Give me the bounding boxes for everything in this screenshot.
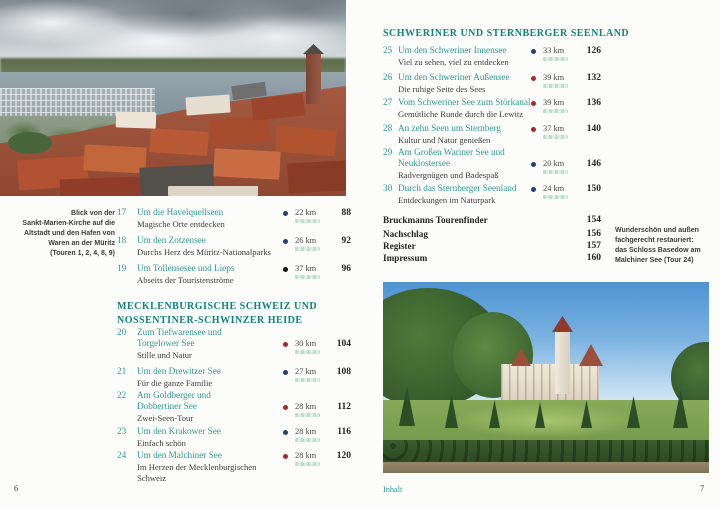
castle-tower	[555, 330, 570, 394]
tour-subtitle: Die ruhige Seite des Sees	[398, 83, 486, 94]
toc-entry-tour-28[interactable]	[383, 123, 601, 145]
photo-waren-harbor	[0, 0, 346, 196]
garden-path	[383, 462, 709, 473]
page-number-right: 7	[700, 484, 705, 493]
difficulty-dot	[531, 162, 536, 167]
tour-subtitle: Magische Orte entdecken	[137, 218, 225, 229]
tour-distance: 26 km	[295, 236, 317, 245]
tour-page-number: 140	[586, 124, 601, 134]
tour-title: An zehn Seen um Sternberg	[398, 123, 501, 133]
tour-subtitle: Einfach schön	[137, 437, 186, 448]
tour-title: Um den Zotzensee	[137, 235, 206, 245]
tour-title: Um den Schweriner Innensee	[398, 45, 507, 55]
elevation-profile-bar	[295, 219, 320, 223]
tour-distance: 20 km	[543, 159, 565, 168]
tour-title: Um den Drewitzer See	[137, 366, 221, 376]
elevation-profile-bar	[295, 378, 320, 382]
section-heading-mecklenburgische-schweiz: MECKLENBURGISCHE SCHWEIZ UND NOSSENTINER-SCHWINZER HEIDE	[117, 301, 318, 326]
tour-title: Zum Tiefwarensee und	[137, 327, 222, 337]
difficulty-dot	[531, 187, 536, 192]
elevation-profile-bar	[543, 135, 568, 139]
caption-line: Blick von der	[71, 210, 115, 217]
elevation-profile-bar	[543, 84, 568, 88]
tour-number: 21	[117, 366, 127, 376]
difficulty-dot	[531, 76, 536, 81]
difficulty-dot	[283, 239, 288, 244]
tour-number: 30	[383, 183, 393, 193]
tour-subtitle: Im Herzen der Mecklenburgischen	[137, 461, 257, 472]
difficulty-dot	[531, 49, 536, 54]
tour-title: Um den Schweriner Außensee	[398, 72, 510, 82]
toc-entry-tour-23[interactable]	[117, 426, 351, 448]
difficulty-dot	[531, 127, 536, 132]
difficulty-dot	[283, 405, 288, 410]
backmatter-page-number: 160	[586, 253, 601, 263]
tour-subtitle: Schweiz	[137, 472, 167, 483]
caption-line: Wunderschön und außen	[615, 227, 699, 234]
toc-entry-tour-30[interactable]	[383, 183, 601, 205]
difficulty-dot	[283, 211, 288, 216]
tour-number: 22	[117, 390, 127, 400]
difficulty-dot	[283, 267, 288, 272]
tour-page-number: 136	[586, 98, 601, 108]
tour-page-number: 96	[341, 264, 351, 274]
tour-distance: 22 km	[295, 208, 317, 217]
tour-distance: 28 km	[295, 451, 317, 460]
tour-number: 18	[117, 235, 127, 245]
tour-page-number: 108	[336, 367, 351, 377]
church-tower	[306, 52, 321, 104]
tour-title: Um die Havelquellseen	[137, 207, 224, 217]
backmatter-page-number: 156	[586, 229, 601, 239]
tour-distance: 37 km	[295, 264, 317, 273]
toc-entry-tour-26[interactable]	[383, 72, 601, 94]
tour-page-number: 150	[586, 184, 601, 194]
tour-subtitle: Durchs Herz des Müritz-Nationalparks	[137, 246, 271, 257]
caption-line: Malchiner See (Tour 24)	[615, 257, 694, 264]
tour-subtitle: Kultur und Natur genießen	[398, 134, 491, 145]
toc-entry-tour-19[interactable]	[117, 263, 351, 285]
difficulty-dot	[283, 370, 288, 375]
tree-clump	[8, 132, 52, 154]
tour-distance: 37 km	[543, 124, 565, 133]
tour-title: Am Goldberger und	[137, 390, 211, 400]
tour-number: 23	[117, 426, 127, 436]
page-number-left: 6	[14, 484, 19, 493]
toc-entry-tour-21[interactable]	[117, 366, 351, 388]
tour-title: Neuklostersee	[398, 158, 451, 168]
toc-entry-tour-27[interactable]	[383, 97, 601, 119]
elevation-profile-bar	[295, 413, 320, 417]
tour-number: 28	[383, 123, 393, 133]
foreground-hedge	[383, 440, 709, 464]
caption-line: Waren an der Müritz	[48, 240, 115, 247]
tour-number: 20	[117, 327, 127, 337]
tour-title: Vom Schweriner See zum Störkanal	[398, 97, 531, 107]
tour-subtitle: Stille und Natur	[137, 349, 192, 360]
elevation-profile-bar	[543, 170, 568, 174]
tour-title: Um Tollensesee und Lieps	[137, 263, 235, 273]
elevation-profile-bar	[295, 247, 320, 251]
footer-inhalt-label[interactable]: Inhalt	[383, 485, 403, 494]
toc-entry-tour-18[interactable]	[117, 235, 351, 257]
tour-page-number: 120	[336, 451, 351, 461]
tour-subtitle: Für die ganze Familie	[137, 377, 213, 388]
tour-page-number: 126	[586, 46, 601, 56]
elevation-profile-bar	[543, 195, 568, 199]
backmatter-tourenfinder[interactable]: Bruckmanns Tourenfinder 154	[383, 215, 601, 225]
tour-distance: 39 km	[543, 98, 565, 107]
tour-distance: 24 km	[543, 184, 565, 193]
tour-page-number: 116	[337, 427, 351, 437]
tour-title: Durch das Sternberger Seenland	[398, 183, 517, 193]
tour-title: Um den Malchiner See	[137, 450, 222, 460]
backmatter-page-number: 157	[586, 241, 601, 251]
difficulty-dot	[531, 101, 536, 106]
tour-distance: 33 km	[543, 46, 565, 55]
tour-number: 19	[117, 263, 127, 273]
tour-title: Dobbertiner See	[137, 401, 197, 411]
tour-subtitle: Gemütliche Runde durch die Lewitz	[398, 108, 524, 119]
tour-title: Am Großen Wariner See und	[398, 147, 505, 157]
difficulty-dot	[283, 342, 288, 347]
tour-page-number: 146	[586, 159, 601, 169]
tour-subtitle: Abseits der Touristenströme	[137, 274, 234, 285]
caption-line: Sankt-Marien-Kirche auf die	[22, 220, 115, 227]
tour-page-number: 112	[337, 402, 351, 412]
tour-subtitle: Entdeckungen im Naturpark	[398, 194, 496, 205]
tour-title: Torgelower See	[137, 338, 195, 348]
difficulty-dot	[283, 430, 288, 435]
tour-number: 29	[383, 147, 393, 157]
caption-line: (Touren 1, 2, 4, 8, 9)	[50, 250, 115, 257]
section-heading-schweriner-seenland: SCHWERINER UND STERNBERGER SEENLAND	[383, 28, 630, 39]
tour-number: 27	[383, 97, 393, 107]
elevation-profile-bar	[295, 462, 320, 466]
caption-line: das Schloss Basedow am	[615, 247, 701, 254]
left-photo-caption	[8, 209, 115, 259]
tour-title: Um den Krakower See	[137, 426, 221, 436]
tour-distance: 30 km	[295, 339, 317, 348]
tour-page-number: 104	[336, 339, 351, 349]
tour-page-number: 88	[341, 208, 351, 218]
elevation-profile-bar	[295, 350, 320, 354]
tour-number: 26	[383, 72, 393, 82]
difficulty-dot	[283, 454, 288, 459]
tour-page-number: 92	[341, 236, 351, 246]
elevation-profile-bar	[543, 57, 568, 61]
tour-subtitle: Viel zu sehen, viel zu entdecken	[398, 56, 509, 67]
backmatter-page-number: 154	[586, 215, 601, 225]
backmatter-nachschlag[interactable]: Nachschlag 156	[383, 229, 601, 239]
castle-facade	[501, 364, 599, 400]
toc-entry-tour-24[interactable]	[117, 450, 351, 483]
caption-line: Altstadt und den Hafen von	[24, 230, 115, 237]
caption-line: fachgerecht restauriert:	[615, 237, 694, 244]
elevation-profile-bar	[543, 109, 568, 113]
backmatter-impressum[interactable]: Impressum 160	[383, 253, 601, 263]
tour-distance: 39 km	[543, 73, 565, 82]
tour-distance: 28 km	[295, 427, 317, 436]
toc-entry-tour-29[interactable]	[383, 147, 601, 180]
tour-distance: 28 km	[295, 402, 317, 411]
tour-number: 25	[383, 45, 393, 55]
tour-number: 24	[117, 450, 127, 460]
tour-distance: 27 km	[295, 367, 317, 376]
tour-number: 17	[117, 207, 127, 217]
elevation-profile-bar	[295, 438, 320, 442]
photo-schloss-basedow	[383, 282, 709, 473]
backmatter-register[interactable]: Register 157	[383, 241, 601, 251]
toc-entry-tour-22[interactable]	[117, 390, 351, 423]
tour-subtitle: Radvergnügen und Badespaß	[398, 169, 499, 180]
right-photo-caption	[615, 226, 715, 266]
elevation-profile-bar	[295, 275, 320, 279]
toc-entry-tour-20[interactable]	[117, 327, 351, 360]
toc-entry-tour-17[interactable]	[117, 207, 351, 229]
tour-page-number: 132	[586, 73, 601, 83]
tour-subtitle: Zwei-Seen-Tour	[137, 412, 194, 423]
toc-entry-tour-25[interactable]	[383, 45, 601, 67]
